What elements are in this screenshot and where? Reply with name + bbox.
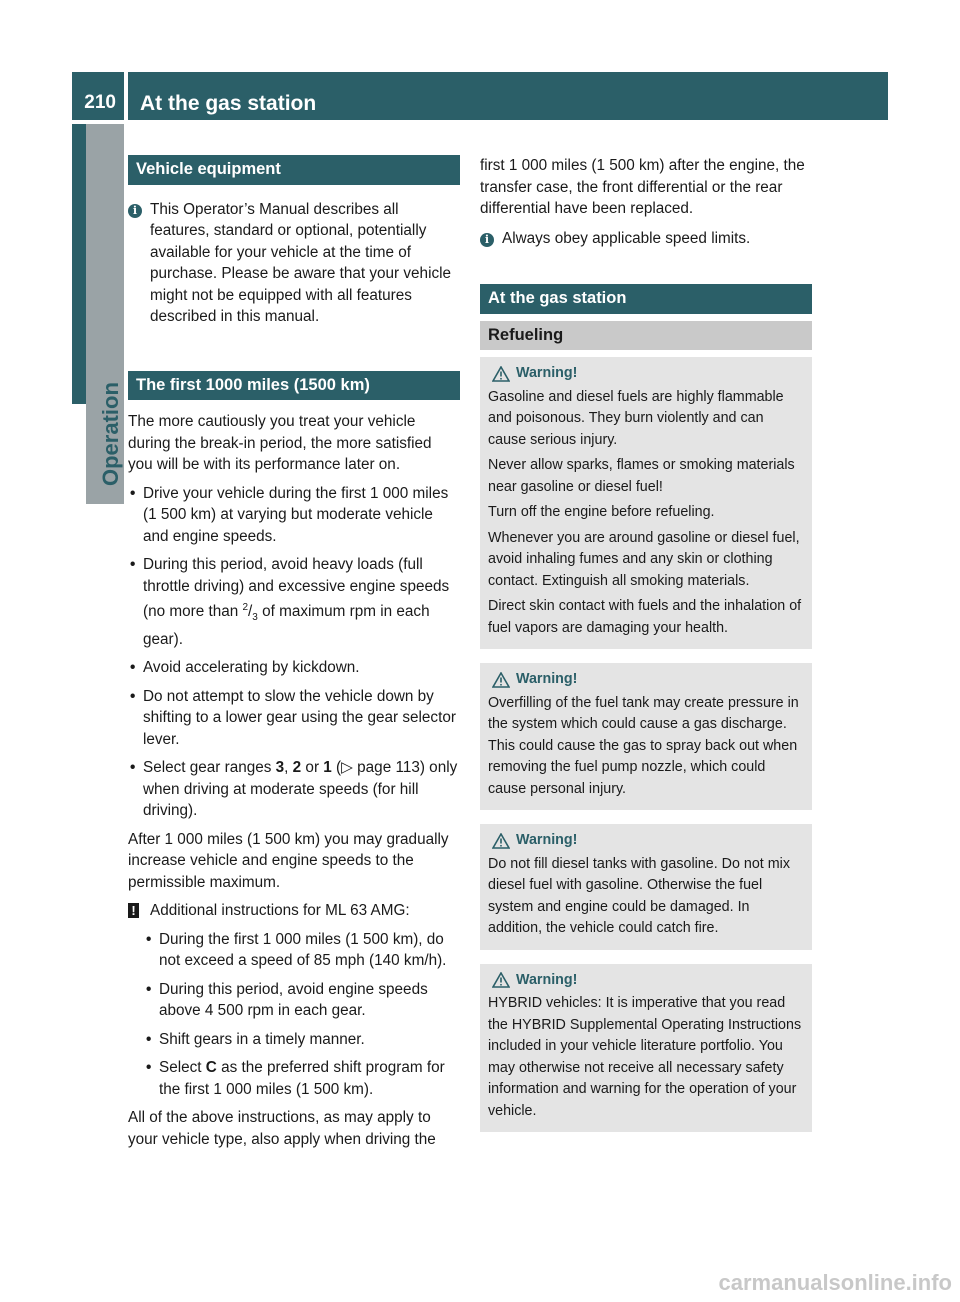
left-column [128,155,460,1157]
warning-triangle-icon [492,366,510,382]
gas-station-heading: At the gas station [480,284,812,314]
list-item: • During this period, avoid engine speeds above 4 500 rpm in each gear. [144,979,460,1022]
warning-box [480,663,812,810]
first-miles-intro: The more cautiously you treat your vehicle during the break-in period, the more satisfied you will be with its performance later on. [128,413,432,473]
list-item: • During the first 1 000 miles (1 500 km), do not exceed a speed of 85 mph (140 km/h). [144,929,460,972]
warning-box [480,824,812,950]
closing-text-continued: first 1 000 miles (1 500 km) after the engine, the transfer case, the front differential or the rear differential have been replaced. [480,157,805,217]
page-title: At the gas station [140,92,317,115]
closing-text: All of the above instructions, as may apply to your vehicle type, also apply when driving the [128,1109,436,1148]
header-bar [128,72,888,120]
speed-note [480,228,812,257]
list-item: • Select gear ranges 3, 2 or 1 (▷ page 113) only when driving at moderate speeds (for hill driving). [128,757,460,822]
warning-text: Direct skin contact with fuels and the inhalation of fuel vapors are damaging your health. [488,598,802,636]
warning-text: Whenever you are around gasoline or diesel fuel, avoid inhaling fumes and any skin or clothing contact. Extinguish all smoking materials. [488,529,800,589]
speed-note-text: Always obey applicable speed limits. [502,229,751,247]
warning-text: HYBRID vehicles: It is imperative that you read the HYBRID Supplemental Operating Instructions included in your vehicle literature portfolio. You may otherwise not receive all necessary safety information and warning for the operation of your vehicle. [488,995,802,1119]
warning-label: Warning! [516,365,578,381]
list-item: • Shift gears in a timely manner. [144,1029,460,1051]
first-miles-list [128,483,460,822]
page-number-box [72,72,124,120]
list-item: • Do not attempt to slow the vehicle down by shifting to a lower gear using the gear selector lever. [128,686,460,751]
first-miles-heading: The first 1000 miles (1500 km) [128,371,460,401]
amg-note [128,900,460,929]
warning-triangle-icon [492,672,510,688]
side-tab [72,124,124,1184]
amg-list [144,929,460,1101]
list-item: • Avoid accelerating by kickdown. [128,657,460,679]
list-item: • During this period, avoid heavy loads (full throttle driving) and excessive engine speeds (no more than $^2/_3$ of maximum rpm in each gear). [128,554,460,650]
warning-label: Warning! [516,971,578,988]
warning-triangle-icon [492,972,510,988]
warning-text: Overfilling of the fuel tank may create pressure in the system which could cause a gas discharge. This could cause the gas to spray back out when removing the fuel pump nozzle, which could cause personal injury. [488,694,799,797]
info-note [128,199,460,335]
exclamation-icon: ! [128,903,139,918]
warning-text: Never allow sparks, flames or smoking materials near gasoline or diesel fuel! [488,457,795,495]
right-column [480,155,812,1146]
watermark: carmanualsonline.info [718,1270,952,1295]
warning-box [480,964,812,1133]
warning-label: Warning! [516,832,578,848]
amg-note-text: Additional instructions for ML 63 AMG: [150,902,410,920]
warning-triangle-icon [492,833,510,849]
vehicle-equipment-text: This Operator’s Manual describes all features, standard or optional, potentially available for your vehicle at the time of purchase. Please be aware that your vehicle might not be equipped with all features described in this manual. [150,200,452,325]
refueling-subheading: Refueling [480,321,812,351]
warning-text: Do not fill diesel tanks with gasoline. Do not mix diesel fuel with gasoline. Otherwise the fuel system and engine could be damaged. In addition, the vehicle could catch fire. [488,855,790,936]
after-break-in-text: After 1 000 miles (1 500 km) you may gradually increase vehicle and engine speeds to the permissible maximum. [128,830,449,891]
info-icon: i [128,204,142,218]
side-tab-accent [72,124,86,404]
list-item: • Select C as the preferred shift program for the first 1 000 miles (1 500 km). [144,1057,460,1100]
info-icon: i [480,233,494,247]
list-item: • Drive your vehicle during the first 1 000 miles (1 500 km) at varying but moderate vehicle and engine speeds. [128,483,460,548]
warning-text: Gasoline and diesel fuels are highly flammable and poisonous. They burn violently and can cause serious injury. [488,388,784,448]
warning-label: Warning! [516,671,578,687]
page-number: 210 [84,92,116,113]
warning-box [480,357,812,649]
page-reference-link[interactable]: (▷ page 113) [331,759,425,777]
warning-text: Turn off the engine before refueling. [488,504,715,520]
side-tab-label: Operation [98,382,123,486]
vehicle-equipment-heading: Vehicle equipment [128,155,460,185]
